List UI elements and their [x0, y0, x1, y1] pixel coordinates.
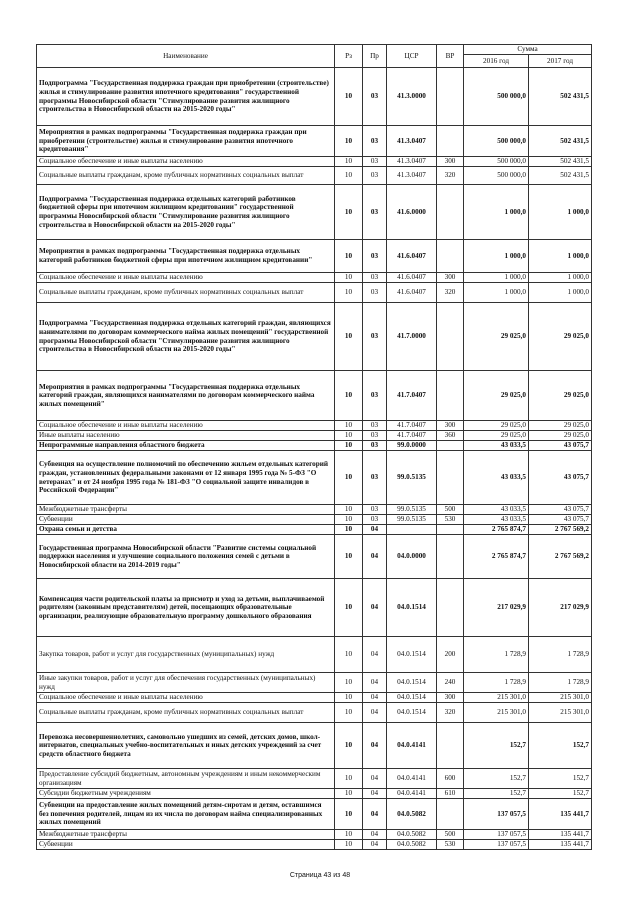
cell-sum-2017: 29 025,0: [529, 431, 592, 441]
cell-vr: [437, 240, 464, 273]
table-row: [37, 673, 592, 693]
cell-sum-2016: 43 033,5: [464, 441, 529, 451]
cell-rz: 10: [335, 167, 363, 185]
cell-sum-2016: 500 000,0: [464, 126, 529, 157]
cell-sum-2017: 135 441,7: [529, 830, 592, 840]
cell-pr: 03: [363, 157, 387, 167]
cell-sum-2016: 500 000,0: [464, 68, 529, 126]
cell-sum-2016: 137 057,5: [464, 840, 529, 850]
cell-rz: 10: [335, 505, 363, 515]
cell-csr: 99.0.5135: [387, 451, 437, 505]
cell-sum-2016: 43 033,5: [464, 515, 529, 525]
cell-vr: [437, 126, 464, 157]
cell-name: Социальные выплаты гражданам, кроме публичных нормативных социальных выплат: [37, 167, 335, 185]
cell-vr: [437, 799, 464, 830]
cell-sum-2017: 152,7: [529, 769, 592, 789]
cell-name: Социальное обеспечение и иные выплаты населению: [37, 273, 335, 283]
cell-vr: 500: [437, 830, 464, 840]
cell-sum-2016: 1 728,9: [464, 637, 529, 673]
table-row: [37, 579, 592, 637]
cell-name: Государственная программа Новосибирской области "Развитие системы социальной поддержки населения и улучшение социального положения семей с детьми в Новосибирской области на 2014-2019 годы": [37, 535, 335, 579]
cell-sum-2017: 152,7: [529, 789, 592, 799]
cell-name: Субвенции: [37, 515, 335, 525]
table-row: [37, 273, 592, 283]
cell-rz: 10: [335, 673, 363, 693]
table-row: [37, 789, 592, 799]
cell-name: Перевозка несовершеннолетних, самовольно ушедших из семей, детских домов, школ-интернатов, специальных учебно-воспитательных и иных детских учреждений за счет средств областного бюджета: [37, 723, 335, 769]
cell-sum-2017: 215 301,0: [529, 703, 592, 723]
cell-rz: 10: [335, 693, 363, 703]
cell-vr: [437, 185, 464, 240]
cell-sum-2017: 43 075,7: [529, 451, 592, 505]
cell-sum-2017: 135 441,7: [529, 799, 592, 830]
cell-pr: 04: [363, 789, 387, 799]
table-row: [37, 799, 592, 830]
header-vr: ВР: [437, 45, 464, 68]
cell-name: Субвенция на осуществление полномочий по обеспечению жильем отдельных категорий граждан, установленных федеральными законами от 12 января 1995 года № 5-ФЗ "О ветеранах" и от 24 ноября 1995 года № 181-ФЗ "О социальной защите инвалидов в Российской Федерации": [37, 451, 335, 505]
cell-rz: 10: [335, 273, 363, 283]
cell-pr: 04: [363, 535, 387, 579]
table-row: [37, 126, 592, 157]
cell-csr: 41.6.0407: [387, 273, 437, 283]
cell-name: Мероприятия в рамках подпрограммы "Государственная поддержка граждан при приобретении (строительстве) жилья и стимулирование развития ипотечного кредитования": [37, 126, 335, 157]
cell-sum-2016: 217 029,9: [464, 579, 529, 637]
cell-csr: 41.7.0407: [387, 371, 437, 421]
cell-sum-2016: 152,7: [464, 769, 529, 789]
cell-sum-2017: 29 025,0: [529, 371, 592, 421]
cell-sum-2017: 1 000,0: [529, 273, 592, 283]
cell-sum-2016: 1 728,9: [464, 673, 529, 693]
cell-name: Социальные выплаты гражданам, кроме публичных нормативных социальных выплат: [37, 283, 335, 303]
table-body: [37, 68, 592, 850]
cell-pr: 03: [363, 451, 387, 505]
cell-sum-2016: 43 033,5: [464, 451, 529, 505]
cell-sum-2016: 29 025,0: [464, 421, 529, 431]
cell-vr: 320: [437, 167, 464, 185]
cell-csr: 41.3.0407: [387, 157, 437, 167]
cell-vr: 360: [437, 431, 464, 441]
cell-name: Субвенции на предоставление жилых помещений детям-сиротам и детям, оставшимся без попечения родителей, лицам из их числа по договорам найма специализированных жилых помещений: [37, 799, 335, 830]
table-row: [37, 371, 592, 421]
cell-sum-2017: 135 441,7: [529, 840, 592, 850]
cell-vr: [437, 303, 464, 371]
cell-rz: 10: [335, 421, 363, 431]
cell-vr: 600: [437, 769, 464, 789]
cell-sum-2017: 502 431,5: [529, 68, 592, 126]
cell-vr: 500: [437, 505, 464, 515]
cell-sum-2016: 152,7: [464, 789, 529, 799]
table-row: [37, 840, 592, 850]
cell-name: Предоставление субсидий бюджетным, автономным учреждениям и иным некоммерческим организациям: [37, 769, 335, 789]
cell-sum-2017: 29 025,0: [529, 303, 592, 371]
table-row: [37, 167, 592, 185]
cell-csr: [387, 525, 437, 535]
cell-csr: 04.0.5082: [387, 799, 437, 830]
cell-csr: 04.0.1514: [387, 693, 437, 703]
cell-vr: 300: [437, 157, 464, 167]
cell-pr: 03: [363, 167, 387, 185]
cell-rz: 10: [335, 703, 363, 723]
cell-pr: 03: [363, 68, 387, 126]
cell-sum-2017: 1 728,9: [529, 673, 592, 693]
cell-name: Иные выплаты населению: [37, 431, 335, 441]
cell-csr: 04.0.1514: [387, 637, 437, 673]
cell-vr: [437, 441, 464, 451]
cell-csr: 41.7.0407: [387, 431, 437, 441]
cell-rz: 10: [335, 240, 363, 273]
table-row: [37, 515, 592, 525]
cell-pr: 03: [363, 185, 387, 240]
cell-sum-2017: 217 029,9: [529, 579, 592, 637]
cell-rz: 10: [335, 371, 363, 421]
table-row: [37, 421, 592, 431]
header-csr: ЦСР: [387, 45, 437, 68]
table-row: [37, 505, 592, 515]
cell-csr: 41.7.0000: [387, 303, 437, 371]
cell-name: Социальные выплаты гражданам, кроме публичных нормативных социальных выплат: [37, 703, 335, 723]
cell-sum-2016: 1 000,0: [464, 283, 529, 303]
cell-sum-2017: 1 728,9: [529, 637, 592, 673]
cell-csr: 04.0.4141: [387, 723, 437, 769]
cell-sum-2017: 502 431,5: [529, 126, 592, 157]
cell-vr: 300: [437, 421, 464, 431]
cell-rz: 10: [335, 441, 363, 451]
cell-vr: 300: [437, 693, 464, 703]
cell-csr: 41.3.0407: [387, 167, 437, 185]
cell-rz: 10: [335, 525, 363, 535]
cell-rz: 10: [335, 830, 363, 840]
cell-pr: 03: [363, 515, 387, 525]
cell-rz: 10: [335, 431, 363, 441]
cell-name: Непрограммные направления областного бюджета: [37, 441, 335, 451]
cell-rz: 10: [335, 579, 363, 637]
cell-vr: [437, 68, 464, 126]
cell-rz: 10: [335, 723, 363, 769]
cell-sum-2017: 2 767 569,2: [529, 525, 592, 535]
cell-sum-2017: 1 000,0: [529, 185, 592, 240]
cell-sum-2017: 43 075,7: [529, 441, 592, 451]
page-number: Страница 43 из 48: [289, 872, 351, 879]
table-row: [37, 693, 592, 703]
cell-pr: 04: [363, 525, 387, 535]
cell-sum-2016: 137 057,5: [464, 830, 529, 840]
table-row: [37, 535, 592, 579]
cell-sum-2017: 502 431,5: [529, 157, 592, 167]
cell-name: Социальное обеспечение и иные выплаты населению: [37, 693, 335, 703]
cell-pr: 03: [363, 283, 387, 303]
cell-sum-2016: 500 000,0: [464, 157, 529, 167]
cell-rz: 10: [335, 515, 363, 525]
cell-sum-2016: 29 025,0: [464, 303, 529, 371]
cell-csr: 04.0.4141: [387, 769, 437, 789]
cell-name: Компенсация части родительской платы за присмотр и уход за детьми, выплачиваемой родителям (законным представителям) детей, посещающих образовательные организации, реализующие образовательную программу дошкольного образования: [37, 579, 335, 637]
cell-rz: 10: [335, 303, 363, 371]
cell-vr: [437, 451, 464, 505]
cell-rz: 10: [335, 157, 363, 167]
cell-name: Субсидии бюджетным учреждениям: [37, 789, 335, 799]
cell-sum-2017: 502 431,5: [529, 167, 592, 185]
cell-sum-2017: 1 000,0: [529, 240, 592, 273]
cell-sum-2017: 29 025,0: [529, 421, 592, 431]
header-name: Наименование: [37, 45, 335, 68]
cell-vr: [437, 371, 464, 421]
cell-sum-2016: 2 765 874,7: [464, 535, 529, 579]
table-row: [37, 703, 592, 723]
cell-csr: 04.0.4141: [387, 789, 437, 799]
cell-vr: 320: [437, 283, 464, 303]
cell-sum-2016: 137 057,5: [464, 799, 529, 830]
cell-name: Социальное обеспечение и иные выплаты населению: [37, 421, 335, 431]
cell-sum-2017: 215 301,0: [529, 693, 592, 703]
cell-csr: 04.0.0000: [387, 535, 437, 579]
cell-sum-2016: 500 000,0: [464, 167, 529, 185]
cell-pr: 04: [363, 830, 387, 840]
table-row: [37, 68, 592, 126]
cell-vr: 240: [437, 673, 464, 693]
cell-sum-2016: 152,7: [464, 723, 529, 769]
header-sum: Сумма: [464, 45, 592, 55]
table-row: [37, 283, 592, 303]
cell-sum-2017: 152,7: [529, 723, 592, 769]
cell-rz: 10: [335, 126, 363, 157]
table-row: [37, 240, 592, 273]
header-2016: 2016 год: [464, 54, 529, 67]
cell-name: Закупка товаров, работ и услуг для государственных (муниципальных) нужд: [37, 637, 335, 673]
cell-pr: 03: [363, 421, 387, 431]
cell-name: Мероприятия в рамках подпрограммы "Государственная поддержка отдельных категорий работников бюджетной сферы при ипотечном жилищном кредитовании": [37, 240, 335, 273]
header-2017: 2017 год: [529, 54, 592, 67]
cell-csr: 04.0.1514: [387, 703, 437, 723]
cell-sum-2016: 215 301,0: [464, 703, 529, 723]
cell-vr: 530: [437, 840, 464, 850]
cell-pr: 03: [363, 441, 387, 451]
table-row: [37, 830, 592, 840]
cell-vr: [437, 535, 464, 579]
cell-csr: 04.0.5082: [387, 830, 437, 840]
cell-sum-2016: 2 765 874,7: [464, 525, 529, 535]
cell-name: Мероприятия в рамках подпрограммы "Государственная поддержка отдельных категорий граждан, являющихся нанимателями по договорам коммерческого найма жилых помещений": [37, 371, 335, 421]
table-row: [37, 441, 592, 451]
cell-name: Социальное обеспечение и иные выплаты населению: [37, 157, 335, 167]
cell-pr: 04: [363, 673, 387, 693]
cell-name: Подпрограмма "Государственная поддержка отдельных категорий работников бюджетной сферы при ипотечном жилищном кредитовании" государственной программы Новосибирской области "Стимулирование развития жилищного строительства в Новосибирской области на 2015-2020 годы": [37, 185, 335, 240]
cell-pr: 03: [363, 505, 387, 515]
cell-vr: [437, 579, 464, 637]
budget-table: [36, 44, 592, 850]
cell-pr: 03: [363, 126, 387, 157]
cell-csr: 41.7.0407: [387, 421, 437, 431]
cell-pr: 04: [363, 637, 387, 673]
cell-rz: 10: [335, 769, 363, 789]
cell-name: Субвенции: [37, 840, 335, 850]
cell-name: Межбюджетные трансферты: [37, 830, 335, 840]
cell-sum-2016: 29 025,0: [464, 431, 529, 441]
cell-sum-2016: 1 000,0: [464, 273, 529, 283]
cell-vr: [437, 525, 464, 535]
cell-rz: 10: [335, 840, 363, 850]
cell-pr: 03: [363, 240, 387, 273]
table-row: [37, 157, 592, 167]
cell-vr: 610: [437, 789, 464, 799]
cell-name: Иные закупки товаров, работ и услуг для обеспечения государственных (муниципальных) нужд: [37, 673, 335, 693]
cell-pr: 03: [363, 303, 387, 371]
cell-sum-2016: 29 025,0: [464, 371, 529, 421]
cell-csr: 41.6.0407: [387, 283, 437, 303]
cell-sum-2016: 1 000,0: [464, 185, 529, 240]
cell-name: Подпрограмма "Государственная поддержка граждан при приобретении (строительстве) жилья и стимулирование развития ипотечного кредитования" государственной программы Новосибирской области "Стимулирование развития жилищного строительства в Новосибирской области на 2015-2020 годы": [37, 68, 335, 126]
table-row: [37, 185, 592, 240]
cell-vr: 300: [437, 273, 464, 283]
table-row: [37, 431, 592, 441]
cell-csr: 04.0.1514: [387, 673, 437, 693]
cell-name: Межбюджетные трансферты: [37, 505, 335, 515]
cell-sum-2016: 215 301,0: [464, 693, 529, 703]
cell-vr: 200: [437, 637, 464, 673]
cell-pr: 04: [363, 799, 387, 830]
cell-csr: 99.0.0000: [387, 441, 437, 451]
cell-vr: 530: [437, 515, 464, 525]
cell-pr: 04: [363, 769, 387, 789]
cell-sum-2017: 43 075,7: [529, 515, 592, 525]
cell-pr: 04: [363, 723, 387, 769]
cell-rz: 10: [335, 283, 363, 303]
cell-rz: 10: [335, 535, 363, 579]
cell-pr: 04: [363, 840, 387, 850]
cell-csr: 99.0.5135: [387, 515, 437, 525]
table-row: [37, 451, 592, 505]
header-pr: Пр: [363, 45, 387, 68]
header-rz: Рз: [335, 45, 363, 68]
cell-pr: 03: [363, 431, 387, 441]
cell-sum-2016: 43 033,5: [464, 505, 529, 515]
cell-name: Охрана семьи и детства: [37, 525, 335, 535]
cell-rz: 10: [335, 637, 363, 673]
table-header: [37, 45, 592, 68]
cell-rz: 10: [335, 789, 363, 799]
cell-pr: 04: [363, 693, 387, 703]
cell-sum-2017: 1 000,0: [529, 283, 592, 303]
table-row: [37, 525, 592, 535]
cell-csr: 41.6.0407: [387, 240, 437, 273]
table-row: [37, 723, 592, 769]
budget-table-sheet: [36, 44, 591, 850]
cell-vr: 320: [437, 703, 464, 723]
cell-rz: 10: [335, 799, 363, 830]
table-row: [37, 637, 592, 673]
cell-pr: 03: [363, 273, 387, 283]
cell-csr: 04.0.1514: [387, 579, 437, 637]
cell-name: Подпрограмма "Государственная поддержка отдельных категорий граждан, являющихся нанимателями по договорам коммерческого найма жилых помещений" государственной программы Новосибирской области "Стимулирование развития жилищного строительства в Новосибирской области на 2015-2020 годы": [37, 303, 335, 371]
table-row: [37, 303, 592, 371]
cell-pr: 04: [363, 579, 387, 637]
cell-rz: 10: [335, 68, 363, 126]
cell-csr: 41.6.0000: [387, 185, 437, 240]
cell-sum-2017: 43 075,7: [529, 505, 592, 515]
cell-vr: [437, 723, 464, 769]
cell-csr: 99.0.5135: [387, 505, 437, 515]
cell-csr: 41.3.0407: [387, 126, 437, 157]
cell-rz: 10: [335, 185, 363, 240]
cell-pr: 04: [363, 703, 387, 723]
cell-sum-2017: 2 767 569,2: [529, 535, 592, 579]
cell-sum-2016: 1 000,0: [464, 240, 529, 273]
table-row: [37, 769, 592, 789]
cell-rz: 10: [335, 451, 363, 505]
cell-csr: 41.3.0000: [387, 68, 437, 126]
cell-csr: 04.0.5082: [387, 840, 437, 850]
cell-pr: 03: [363, 371, 387, 421]
